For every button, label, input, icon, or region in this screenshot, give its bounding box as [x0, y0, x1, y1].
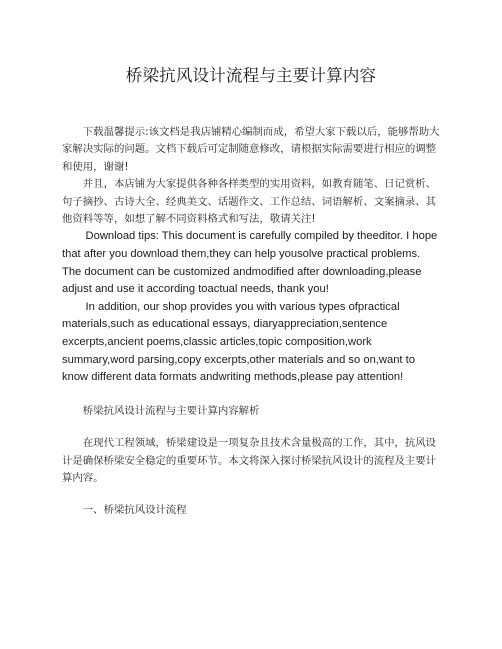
- download-notice-en: Download tips: This document is carefully compiled by theeditor. I hope that after you download them,they can help yousolve practical problems. The document can be customized andmodified after downloading,please adjust and use it according toactual needs, thank you!: [62, 230, 438, 296]
- download-notice-cn: 下载温馨提示:该文档是我店铺精心编制而成，希望大家下载以后，能够帮助大家解决实际的问题。文档下载后可定制随意修改，请根据实际需要进行相应的调整和使用，谢谢!: [62, 126, 440, 173]
- intro-paragraph: 在现代工程领域，桥梁建设是一项复杂且技术含量极高的工作，其中，抗风设计是确保桥梁安全稳定的重要环节。本文将深入探讨桥梁抗风设计的流程及主要计算内容。: [62, 437, 437, 484]
- section-heading-1: 一、桥梁抗风设计流程: [82, 504, 187, 517]
- document-title: 桥梁抗风设计流程与主要计算内容: [125, 66, 377, 85]
- shop-info-en: In addition, our shop provides you with various types ofpractical materials,such as educational essays, diaryappreciation,sentence excerpts,ancient poems,classic articles,topic composition,work summary,word parsing,copy excerpts,other materials and so on,want to know different data formats andwriting methods,please pay attention!: [62, 300, 415, 384]
- document-body: [62, 124, 442, 520]
- analysis-subtitle: 桥梁抗风设计流程与主要计算内容解析: [82, 404, 260, 417]
- shop-info-cn: 并且，本店铺为大家提供各种各样类型的实用资料，如教育随笔、日记赏析、句子摘抄、古诗大全、经典美文、话题作文、工作总结、词语解析、文案摘录、其他资料等等，如想了解不同资料格式和写法，敬请关注!: [62, 178, 437, 226]
